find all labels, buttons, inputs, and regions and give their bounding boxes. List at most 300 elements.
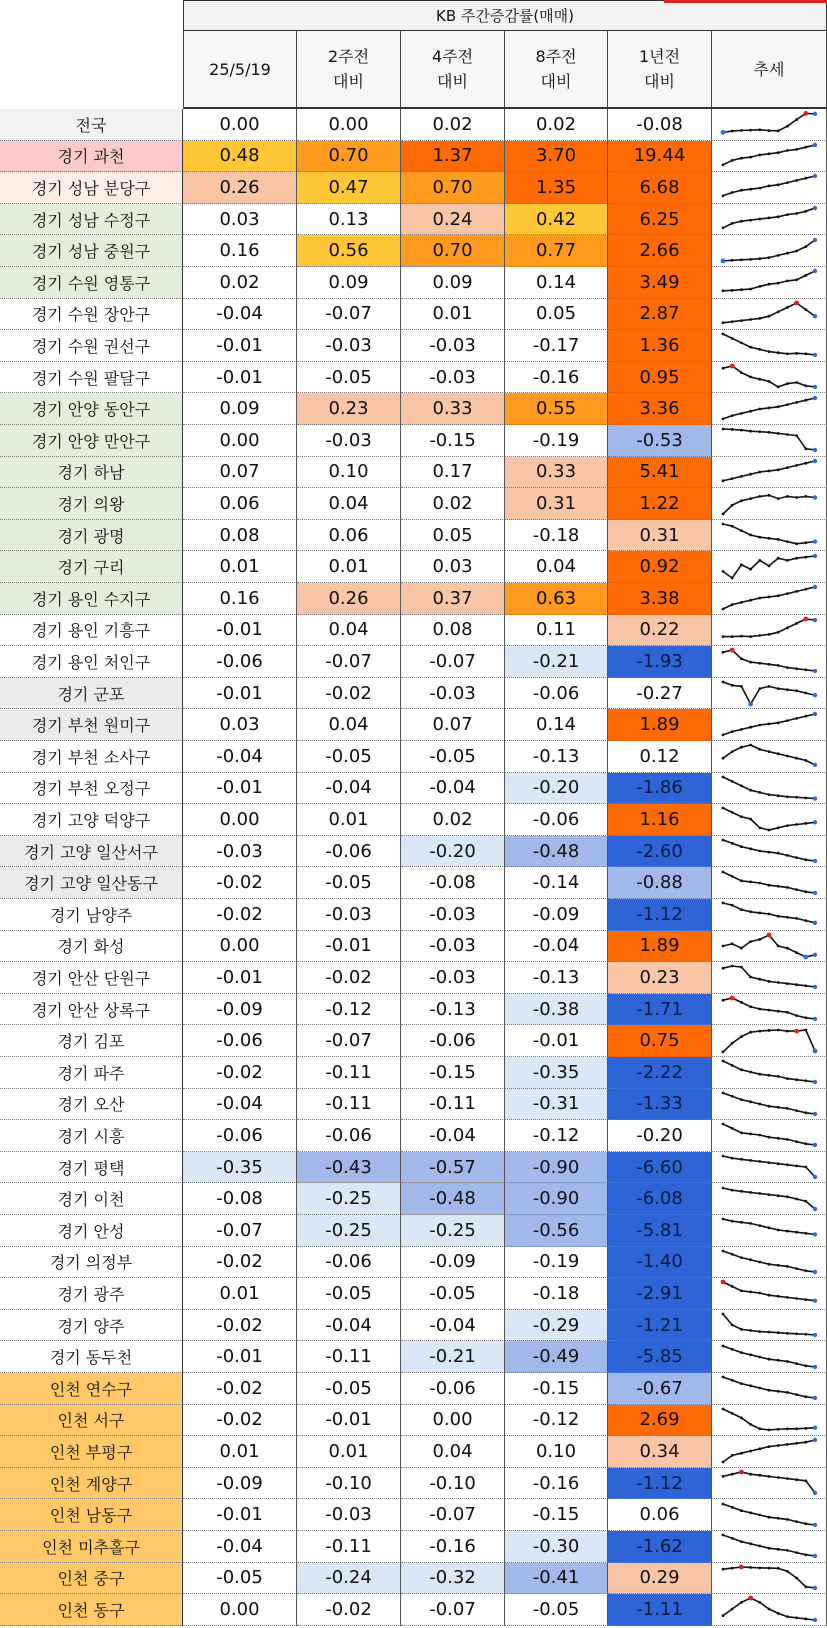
value-cell-2[interactable]: 0.24 <box>401 204 505 236</box>
value-cell-1[interactable]: 0.01 <box>297 804 401 836</box>
region-name[interactable]: 경기 부천 소사구 <box>0 741 183 773</box>
value-cell-0[interactable]: 0.01 <box>183 551 297 583</box>
value-cell-4[interactable]: -1.62 <box>608 1531 712 1563</box>
value-cell-4[interactable]: -1.40 <box>608 1247 712 1279</box>
value-cell-4[interactable]: 2.69 <box>608 1405 712 1437</box>
region-name[interactable]: 인천 계양구 <box>0 1468 183 1500</box>
value-cell-1[interactable]: -0.06 <box>297 1247 401 1279</box>
value-cell-4[interactable]: 6.68 <box>608 172 712 204</box>
region-name[interactable]: 경기 파주 <box>0 1057 183 1089</box>
value-cell-0[interactable]: -0.01 <box>183 1341 297 1373</box>
value-cell-4[interactable]: 0.22 <box>608 615 712 647</box>
value-cell-0[interactable]: 0.09 <box>183 393 297 425</box>
value-cell-4[interactable]: 3.49 <box>608 267 712 299</box>
region-name[interactable]: 경기 안성 <box>0 1215 183 1247</box>
value-cell-2[interactable]: -0.03 <box>401 362 505 394</box>
value-cell-3[interactable]: -0.56 <box>505 1215 608 1247</box>
value-cell-2[interactable]: -0.25 <box>401 1215 505 1247</box>
value-cell-2[interactable]: -0.03 <box>401 678 505 710</box>
value-cell-0[interactable]: 0.07 <box>183 457 297 489</box>
value-cell-0[interactable]: 0.08 <box>183 520 297 552</box>
value-cell-0[interactable]: 0.01 <box>183 1436 297 1468</box>
region-name[interactable]: 경기 안산 상록구 <box>0 994 183 1026</box>
value-cell-3[interactable]: 0.10 <box>505 1436 608 1468</box>
value-cell-4[interactable]: -5.85 <box>608 1341 712 1373</box>
region-name[interactable]: 경기 광명 <box>0 520 183 552</box>
value-cell-4[interactable]: -1.11 <box>608 1594 712 1626</box>
value-cell-3[interactable]: -0.14 <box>505 867 608 899</box>
region-name[interactable]: 경기 시흥 <box>0 1120 183 1152</box>
region-name[interactable]: 경기 군포 <box>0 678 183 710</box>
value-cell-3[interactable]: 1.35 <box>505 172 608 204</box>
value-cell-3[interactable]: -0.09 <box>505 899 608 931</box>
region-name[interactable]: 인천 연수구 <box>0 1373 183 1405</box>
value-cell-3[interactable]: -0.16 <box>505 1468 608 1500</box>
region-name[interactable]: 경기 김포 <box>0 1025 183 1057</box>
value-cell-0[interactable]: -0.04 <box>183 1531 297 1563</box>
value-cell-3[interactable]: -0.90 <box>505 1152 608 1184</box>
value-cell-1[interactable]: -0.25 <box>297 1215 401 1247</box>
value-cell-1[interactable]: 0.10 <box>297 457 401 489</box>
value-cell-2[interactable]: -0.11 <box>401 1089 505 1121</box>
value-cell-2[interactable]: 0.04 <box>401 1436 505 1468</box>
region-name[interactable]: 경기 이천 <box>0 1183 183 1215</box>
value-cell-0[interactable]: 0.03 <box>183 204 297 236</box>
value-cell-4[interactable]: -1.12 <box>608 899 712 931</box>
value-cell-2[interactable]: -0.09 <box>401 1247 505 1279</box>
value-cell-2[interactable]: -0.04 <box>401 1310 505 1342</box>
value-cell-3[interactable]: 3.70 <box>505 141 608 173</box>
trend-sparkline <box>712 1468 827 1500</box>
value-cell-2[interactable]: -0.06 <box>401 1025 505 1057</box>
value-cell-2[interactable]: -0.15 <box>401 425 505 457</box>
value-cell-1[interactable]: -0.25 <box>297 1183 401 1215</box>
value-cell-3[interactable]: -0.04 <box>505 931 608 963</box>
region-name[interactable]: 경기 수원 팔달구 <box>0 362 183 394</box>
value-cell-1[interactable]: 0.09 <box>297 267 401 299</box>
region-name[interactable]: 경기 하남 <box>0 457 183 489</box>
value-cell-1[interactable]: -0.05 <box>297 867 401 899</box>
value-cell-2[interactable]: -0.07 <box>401 1594 505 1626</box>
region-name[interactable]: 경기 평택 <box>0 1152 183 1184</box>
region-name[interactable]: 경기 안양 만안구 <box>0 425 183 457</box>
value-cell-3[interactable]: -0.35 <box>505 1057 608 1089</box>
region-name[interactable]: 경기 안양 동안구 <box>0 393 183 425</box>
value-cell-1[interactable]: -0.24 <box>297 1563 401 1595</box>
value-cell-0[interactable]: 0.01 <box>183 1278 297 1310</box>
value-cell-3[interactable]: -0.29 <box>505 1310 608 1342</box>
value-cell-4[interactable]: -1.33 <box>608 1089 712 1121</box>
value-cell-4[interactable]: -2.60 <box>608 836 712 868</box>
value-cell-1[interactable]: -0.11 <box>297 1531 401 1563</box>
value-cell-4[interactable]: 1.89 <box>608 709 712 741</box>
region-name[interactable]: 경기 용인 처인구 <box>0 646 183 678</box>
value-cell-3[interactable]: -0.12 <box>505 1120 608 1152</box>
value-cell-2[interactable]: 0.02 <box>401 488 505 520</box>
region-name[interactable]: 전국 <box>0 109 183 141</box>
value-cell-1[interactable]: 0.23 <box>297 393 401 425</box>
value-cell-2[interactable]: -0.03 <box>401 962 505 994</box>
value-cell-0[interactable]: -0.01 <box>183 773 297 805</box>
value-cell-4[interactable]: 0.31 <box>608 520 712 552</box>
value-cell-0[interactable]: -0.06 <box>183 1025 297 1057</box>
value-cell-1[interactable]: -0.04 <box>297 773 401 805</box>
value-cell-1[interactable]: -0.04 <box>297 1310 401 1342</box>
value-cell-4[interactable]: 0.95 <box>608 362 712 394</box>
value-cell-2[interactable]: -0.20 <box>401 836 505 868</box>
region-name[interactable]: 경기 오산 <box>0 1089 183 1121</box>
value-cell-2[interactable]: 0.17 <box>401 457 505 489</box>
region-name[interactable]: 경기 수원 권선구 <box>0 330 183 362</box>
value-cell-4[interactable]: -0.08 <box>608 109 712 141</box>
value-cell-0[interactable]: -0.01 <box>183 1499 297 1531</box>
value-cell-1[interactable]: 0.04 <box>297 615 401 647</box>
value-cell-3[interactable]: -0.90 <box>505 1183 608 1215</box>
region-name[interactable]: 인천 동구 <box>0 1594 183 1626</box>
value-cell-1[interactable]: -0.05 <box>297 1278 401 1310</box>
value-cell-3[interactable]: -0.01 <box>505 1025 608 1057</box>
value-cell-4[interactable]: 0.23 <box>608 962 712 994</box>
value-cell-0[interactable]: -0.35 <box>183 1152 297 1184</box>
region-name[interactable]: 경기 화성 <box>0 931 183 963</box>
value-cell-4[interactable]: 0.06 <box>608 1499 712 1531</box>
value-cell-3[interactable]: 0.77 <box>505 235 608 267</box>
value-cell-1[interactable]: -0.11 <box>297 1089 401 1121</box>
value-cell-0[interactable]: -0.01 <box>183 678 297 710</box>
value-cell-2[interactable]: 0.03 <box>401 551 505 583</box>
value-cell-3[interactable]: 0.11 <box>505 615 608 647</box>
value-cell-3[interactable]: -0.13 <box>505 962 608 994</box>
region-name[interactable]: 경기 용인 수지구 <box>0 583 183 615</box>
value-cell-3[interactable]: 0.04 <box>505 551 608 583</box>
value-cell-0[interactable]: -0.02 <box>183 1247 297 1279</box>
value-cell-3[interactable]: 0.14 <box>505 267 608 299</box>
region-name[interactable]: 경기 의왕 <box>0 488 183 520</box>
value-cell-2[interactable]: 0.33 <box>401 393 505 425</box>
value-cell-0[interactable]: -0.08 <box>183 1183 297 1215</box>
region-name[interactable]: 경기 성남 중원구 <box>0 235 183 267</box>
value-cell-1[interactable]: -0.03 <box>297 1499 401 1531</box>
value-cell-3[interactable]: -0.41 <box>505 1563 608 1595</box>
value-cell-2[interactable]: -0.03 <box>401 899 505 931</box>
value-cell-3[interactable]: 0.02 <box>505 109 608 141</box>
value-cell-2[interactable]: -0.21 <box>401 1341 505 1373</box>
region-name[interactable]: 인천 남동구 <box>0 1499 183 1531</box>
value-cell-0[interactable]: 0.26 <box>183 172 297 204</box>
value-cell-2[interactable]: 0.02 <box>401 804 505 836</box>
value-cell-2[interactable]: -0.06 <box>401 1373 505 1405</box>
value-cell-4[interactable]: -2.22 <box>608 1057 712 1089</box>
value-cell-1[interactable]: -0.02 <box>297 678 401 710</box>
value-cell-3[interactable]: -0.05 <box>505 1594 608 1626</box>
value-cell-0[interactable]: -0.05 <box>183 1563 297 1595</box>
value-cell-1[interactable]: 0.06 <box>297 520 401 552</box>
value-cell-1[interactable]: 0.26 <box>297 583 401 615</box>
value-cell-2[interactable]: -0.07 <box>401 646 505 678</box>
value-cell-4[interactable]: -0.67 <box>608 1373 712 1405</box>
value-cell-1[interactable]: -0.07 <box>297 1025 401 1057</box>
value-cell-4[interactable]: 0.29 <box>608 1563 712 1595</box>
value-cell-1[interactable]: -0.01 <box>297 931 401 963</box>
region-name[interactable]: 경기 안산 단원구 <box>0 962 183 994</box>
value-cell-4[interactable]: -1.86 <box>608 773 712 805</box>
value-cell-3[interactable]: -0.12 <box>505 1405 608 1437</box>
value-cell-3[interactable]: -0.19 <box>505 1247 608 1279</box>
value-cell-0[interactable]: -0.06 <box>183 1120 297 1152</box>
value-cell-3[interactable]: -0.20 <box>505 773 608 805</box>
value-cell-1[interactable]: -0.05 <box>297 1373 401 1405</box>
value-cell-4[interactable]: -0.88 <box>608 867 712 899</box>
value-cell-3[interactable]: -0.18 <box>505 520 608 552</box>
region-name[interactable]: 경기 수원 장안구 <box>0 299 183 331</box>
value-cell-3[interactable]: -0.15 <box>505 1499 608 1531</box>
sparkline-point <box>795 888 798 891</box>
region-name[interactable]: 경기 남양주 <box>0 899 183 931</box>
value-cell-3[interactable]: 0.55 <box>505 393 608 425</box>
value-cell-2[interactable]: -0.04 <box>401 773 505 805</box>
region-name[interactable]: 인천 서구 <box>0 1405 183 1437</box>
value-cell-2[interactable]: 0.09 <box>401 267 505 299</box>
region-name[interactable]: 경기 용인 기흥구 <box>0 615 183 647</box>
value-cell-2[interactable]: -0.32 <box>401 1563 505 1595</box>
column-header-0[interactable]: 25/5/19 <box>183 31 297 109</box>
value-cell-4[interactable]: 2.66 <box>608 235 712 267</box>
value-cell-3[interactable]: -0.19 <box>505 425 608 457</box>
value-cell-2[interactable]: -0.16 <box>401 1531 505 1563</box>
column-header-5[interactable]: 추세 <box>712 31 827 109</box>
value-cell-2[interactable]: -0.10 <box>401 1468 505 1500</box>
value-cell-0[interactable]: 0.48 <box>183 141 297 173</box>
value-cell-2[interactable]: 1.37 <box>401 141 505 173</box>
value-cell-0[interactable]: 0.00 <box>183 425 297 457</box>
value-cell-1[interactable]: 0.04 <box>297 709 401 741</box>
value-cell-2[interactable]: -0.08 <box>401 867 505 899</box>
value-cell-1[interactable]: -0.03 <box>297 330 401 362</box>
value-cell-3[interactable]: -0.16 <box>505 362 608 394</box>
value-cell-1[interactable]: -0.07 <box>297 646 401 678</box>
column-header-4[interactable]: 1년전 대비 <box>608 31 712 109</box>
value-cell-0[interactable]: -0.04 <box>183 1089 297 1121</box>
region-name[interactable]: 경기 성남 수정구 <box>0 204 183 236</box>
value-cell-2[interactable]: -0.15 <box>401 1057 505 1089</box>
value-cell-1[interactable]: 0.04 <box>297 488 401 520</box>
value-cell-0[interactable]: 0.00 <box>183 931 297 963</box>
value-cell-2[interactable]: 0.70 <box>401 235 505 267</box>
region-name[interactable]: 경기 광주 <box>0 1278 183 1310</box>
value-cell-4[interactable]: -1.71 <box>608 994 712 1026</box>
value-cell-0[interactable]: -0.09 <box>183 994 297 1026</box>
value-cell-4[interactable]: -5.81 <box>608 1215 712 1247</box>
value-cell-4[interactable]: -1.12 <box>608 1468 712 1500</box>
value-cell-1[interactable]: 0.01 <box>297 1436 401 1468</box>
value-cell-3[interactable]: -0.31 <box>505 1089 608 1121</box>
value-cell-0[interactable]: 0.16 <box>183 583 297 615</box>
region-name[interactable]: 인천 미추홀구 <box>0 1531 183 1563</box>
value-cell-2[interactable]: 0.00 <box>401 1405 505 1437</box>
value-cell-2[interactable]: -0.03 <box>401 931 505 963</box>
value-cell-4[interactable]: 0.34 <box>608 1436 712 1468</box>
region-name[interactable]: 경기 부천 오정구 <box>0 773 183 805</box>
column-header-2[interactable]: 4주전 대비 <box>401 31 505 109</box>
value-cell-2[interactable]: -0.48 <box>401 1183 505 1215</box>
value-cell-0[interactable]: -0.04 <box>183 299 297 331</box>
value-cell-4[interactable]: 3.38 <box>608 583 712 615</box>
region-name[interactable]: 경기 고양 일산동구 <box>0 867 183 899</box>
value-cell-2[interactable]: 0.37 <box>401 583 505 615</box>
value-cell-2[interactable]: 0.02 <box>401 109 505 141</box>
value-cell-4[interactable]: 0.12 <box>608 741 712 773</box>
value-cell-2[interactable]: 0.70 <box>401 172 505 204</box>
value-cell-1[interactable]: 0.00 <box>297 109 401 141</box>
value-cell-3[interactable]: 0.42 <box>505 204 608 236</box>
value-cell-3[interactable]: -0.38 <box>505 994 608 1026</box>
value-cell-3[interactable]: -0.13 <box>505 741 608 773</box>
region-name[interactable]: 경기 수원 영통구 <box>0 267 183 299</box>
value-cell-1[interactable]: 0.13 <box>297 204 401 236</box>
value-cell-0[interactable]: -0.09 <box>183 1468 297 1500</box>
region-name[interactable]: 경기 고양 덕양구 <box>0 804 183 836</box>
sparkline-point <box>777 1295 780 1298</box>
value-cell-2[interactable]: 0.05 <box>401 520 505 552</box>
value-cell-1[interactable]: -0.05 <box>297 741 401 773</box>
value-cell-0[interactable]: 0.06 <box>183 488 297 520</box>
value-cell-2[interactable]: 0.08 <box>401 615 505 647</box>
value-cell-1[interactable]: -0.03 <box>297 425 401 457</box>
value-cell-1[interactable]: 0.47 <box>297 172 401 204</box>
value-cell-2[interactable]: -0.05 <box>401 1278 505 1310</box>
value-cell-4[interactable]: -0.20 <box>608 1120 712 1152</box>
value-cell-3[interactable]: -0.30 <box>505 1531 608 1563</box>
value-cell-4[interactable]: 0.75 <box>608 1025 712 1057</box>
value-cell-4[interactable]: -6.08 <box>608 1183 712 1215</box>
value-cell-0[interactable]: -0.04 <box>183 741 297 773</box>
value-cell-0[interactable]: -0.03 <box>183 836 297 868</box>
value-cell-3[interactable]: -0.18 <box>505 1278 608 1310</box>
value-cell-4[interactable]: 2.87 <box>608 299 712 331</box>
value-cell-3[interactable]: 0.14 <box>505 709 608 741</box>
value-cell-3[interactable]: -0.06 <box>505 804 608 836</box>
value-cell-3[interactable]: -0.48 <box>505 836 608 868</box>
region-name[interactable]: 경기 과천 <box>0 141 183 173</box>
value-cell-4[interactable]: 6.25 <box>608 204 712 236</box>
value-cell-1[interactable]: 0.70 <box>297 141 401 173</box>
value-cell-1[interactable]: -0.11 <box>297 1057 401 1089</box>
value-cell-4[interactable]: 1.36 <box>608 330 712 362</box>
value-cell-3[interactable]: 0.31 <box>505 488 608 520</box>
region-name[interactable]: 인천 부평구 <box>0 1436 183 1468</box>
value-cell-2[interactable]: 0.07 <box>401 709 505 741</box>
value-cell-0[interactable]: -0.02 <box>183 1373 297 1405</box>
value-cell-3[interactable]: -0.15 <box>505 1373 608 1405</box>
value-cell-3[interactable]: 0.05 <box>505 299 608 331</box>
value-cell-0[interactable]: 0.00 <box>183 1594 297 1626</box>
value-cell-4[interactable]: 1.22 <box>608 488 712 520</box>
value-cell-0[interactable]: -0.02 <box>183 1057 297 1089</box>
value-cell-1[interactable]: -0.01 <box>297 1405 401 1437</box>
value-cell-1[interactable]: -0.06 <box>297 1120 401 1152</box>
value-cell-0[interactable]: -0.01 <box>183 962 297 994</box>
region-name[interactable]: 경기 고양 일산서구 <box>0 836 183 868</box>
value-cell-2[interactable]: -0.03 <box>401 330 505 362</box>
value-cell-1[interactable]: -0.12 <box>297 994 401 1026</box>
value-cell-4[interactable]: 3.36 <box>608 393 712 425</box>
value-cell-2[interactable]: -0.04 <box>401 1120 505 1152</box>
value-cell-1[interactable]: 0.01 <box>297 551 401 583</box>
value-cell-0[interactable]: 0.02 <box>183 267 297 299</box>
value-cell-3[interactable]: -0.06 <box>505 678 608 710</box>
region-name[interactable]: 경기 동두천 <box>0 1341 183 1373</box>
value-cell-4[interactable]: -0.27 <box>608 678 712 710</box>
value-cell-2[interactable]: -0.13 <box>401 994 505 1026</box>
value-cell-4[interactable]: 5.41 <box>608 457 712 489</box>
value-cell-0[interactable]: -0.02 <box>183 1405 297 1437</box>
value-cell-0[interactable]: 0.00 <box>183 804 297 836</box>
value-cell-4[interactable]: 0.92 <box>608 551 712 583</box>
value-cell-3[interactable]: 0.63 <box>505 583 608 615</box>
value-cell-0[interactable]: -0.02 <box>183 1310 297 1342</box>
sparkline-point <box>786 1163 789 1166</box>
region-name[interactable]: 경기 구리 <box>0 551 183 583</box>
value-cell-0[interactable]: 0.16 <box>183 235 297 267</box>
value-cell-4[interactable]: -0.53 <box>608 425 712 457</box>
value-cell-2[interactable]: 0.01 <box>401 299 505 331</box>
sparkline-point <box>758 153 761 156</box>
column-header-3[interactable]: 8주전 대비 <box>505 31 608 109</box>
region-name[interactable]: 인천 중구 <box>0 1563 183 1595</box>
value-cell-0[interactable]: -0.06 <box>183 646 297 678</box>
value-cell-4[interactable]: 1.16 <box>608 804 712 836</box>
region-name[interactable]: 경기 성남 분당구 <box>0 172 183 204</box>
value-cell-3[interactable]: -0.21 <box>505 646 608 678</box>
value-cell-2[interactable]: -0.07 <box>401 1499 505 1531</box>
value-cell-4[interactable]: -1.21 <box>608 1310 712 1342</box>
region-name[interactable]: 경기 부천 원미구 <box>0 709 183 741</box>
value-cell-3[interactable]: -0.17 <box>505 330 608 362</box>
value-cell-4[interactable]: -2.91 <box>608 1278 712 1310</box>
column-header-1[interactable]: 2주전 대비 <box>297 31 401 109</box>
value-cell-0[interactable]: -0.07 <box>183 1215 297 1247</box>
value-cell-1[interactable]: -0.03 <box>297 899 401 931</box>
value-cell-3[interactable]: 0.33 <box>505 457 608 489</box>
value-cell-1[interactable]: -0.06 <box>297 836 401 868</box>
value-cell-0[interactable]: -0.01 <box>183 615 297 647</box>
value-cell-4[interactable]: 19.44 <box>608 141 712 173</box>
value-cell-1[interactable]: -0.10 <box>297 1468 401 1500</box>
value-cell-1[interactable]: -0.11 <box>297 1341 401 1373</box>
region-name[interactable]: 경기 의정부 <box>0 1247 183 1279</box>
region-name[interactable]: 경기 양주 <box>0 1310 183 1342</box>
value-cell-1[interactable]: -0.02 <box>297 962 401 994</box>
value-cell-4[interactable]: -1.93 <box>608 646 712 678</box>
value-cell-0[interactable]: -0.01 <box>183 330 297 362</box>
value-cell-1[interactable]: -0.05 <box>297 362 401 394</box>
value-cell-0[interactable]: -0.01 <box>183 362 297 394</box>
value-cell-1[interactable]: -0.43 <box>297 1152 401 1184</box>
value-cell-3[interactable]: -0.49 <box>505 1341 608 1373</box>
value-cell-1[interactable]: -0.02 <box>297 1594 401 1626</box>
value-cell-1[interactable]: 0.56 <box>297 235 401 267</box>
value-cell-0[interactable]: -0.02 <box>183 867 297 899</box>
value-cell-0[interactable]: 0.00 <box>183 109 297 141</box>
value-cell-2[interactable]: -0.05 <box>401 741 505 773</box>
value-cell-0[interactable]: -0.02 <box>183 899 297 931</box>
value-cell-2[interactable]: -0.57 <box>401 1152 505 1184</box>
value-cell-4[interactable]: 1.89 <box>608 931 712 963</box>
value-cell-4[interactable]: -6.60 <box>608 1152 712 1184</box>
value-cell-1[interactable]: -0.07 <box>297 299 401 331</box>
sparkline-last-point <box>813 821 817 825</box>
value-cell-0[interactable]: 0.03 <box>183 709 297 741</box>
